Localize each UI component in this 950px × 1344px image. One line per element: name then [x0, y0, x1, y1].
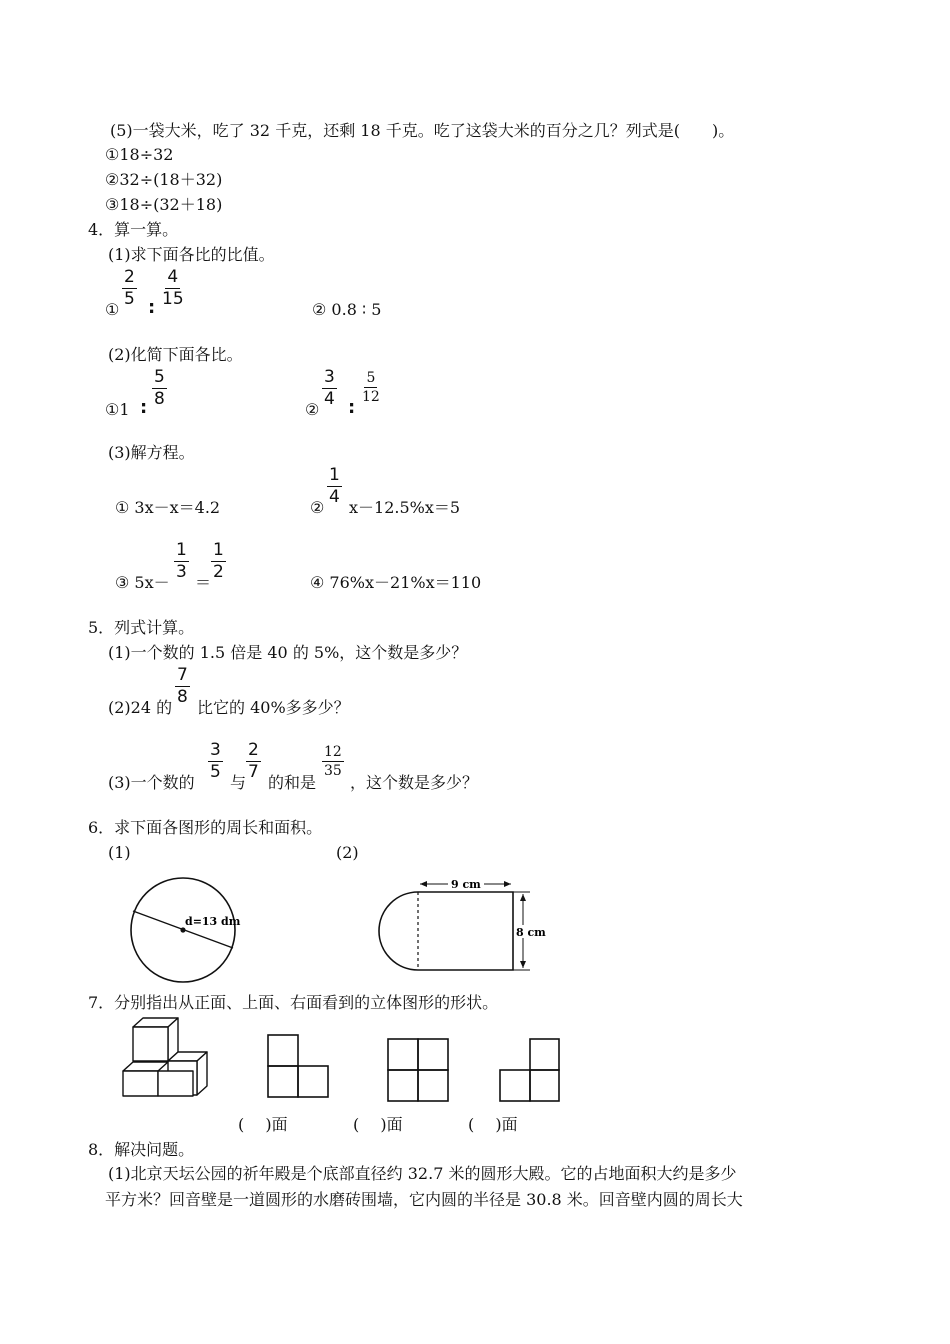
q4-1-item2: ② 0.8 ∶ 5: [312, 300, 382, 319]
q4-1-item1-fraction-a: [122, 268, 137, 309]
view-square: [298, 1066, 328, 1097]
q5-title: 5．列式计算。: [88, 618, 195, 637]
q4-1-item1-fraction-b: [160, 268, 186, 309]
view-shape-1: [266, 1033, 332, 1099]
denominator: 8: [177, 687, 188, 707]
q4-3-eq2-fraction: [327, 466, 342, 507]
q4-2-item1-prefix: ①1: [105, 400, 130, 419]
view-square: [500, 1070, 530, 1101]
q7-blank-2: ( )面: [353, 1115, 403, 1134]
arrow-down-icon: [520, 961, 526, 968]
q3-5-option-3: ③18÷(32＋18): [105, 195, 223, 214]
denominator: 4: [324, 389, 335, 409]
numerator: 12: [324, 744, 342, 760]
cube-stack-figure: [118, 1015, 213, 1100]
q3-5-option-1: ①18÷32: [105, 145, 174, 164]
q4-2-item2-fraction-a: [322, 368, 337, 409]
q8-title: 8．解决问题。: [88, 1140, 195, 1159]
numerator: 5: [154, 367, 165, 387]
view-square: [268, 1066, 298, 1097]
cube-front-face: [133, 1027, 168, 1061]
arrow-up-icon: [520, 894, 526, 901]
q6-label-2: (2): [336, 843, 359, 862]
q4-3-label: (3)解方程。: [108, 443, 195, 462]
shape-outline: [379, 892, 513, 970]
numerator: 3: [324, 367, 335, 387]
q5-3-fraction-a: [208, 741, 223, 782]
view-square: [388, 1039, 418, 1070]
cube-front-face: [123, 1071, 158, 1096]
cube-top-face: [123, 1062, 168, 1071]
q4-title: 4．算一算。: [88, 220, 179, 239]
q3-5-stem: (5)一袋大米，吃了 32 千克，还剩 18 千克。吃了这袋大米的百分之几？列式是( )。: [110, 121, 735, 140]
q5-1: (1)一个数的 1.5 倍是 40 的 5%，这个数是多少？: [108, 643, 468, 662]
ratio-colon: :: [348, 397, 356, 418]
denominator: 35: [324, 763, 342, 779]
view-shape-2: [386, 1037, 452, 1103]
arrow-right-icon: [504, 881, 511, 887]
q4-3-eq4: ④ 76%x－21%x＝110: [310, 573, 482, 592]
q3-5-option-2: ②32÷(18＋32): [105, 170, 223, 189]
view-square: [388, 1070, 418, 1101]
q7-blank-3: ( )面: [468, 1115, 518, 1134]
arrow-left-icon: [420, 881, 427, 887]
q4-3-eq2-prefix: ②: [310, 498, 325, 517]
q5-3-fraction-c: [322, 744, 344, 779]
q5-2-prefix: (2)24 的: [108, 698, 173, 717]
q4-3-eq3-equals: ＝: [195, 573, 212, 592]
diameter-label: d=13 dm: [185, 915, 241, 928]
q4-3-eq2-rest: x－12.5%x＝5: [349, 498, 461, 517]
q6-title: 6．求下面各图形的周长和面积。: [88, 818, 323, 837]
q5-3-prefix: (3)一个数的: [108, 773, 195, 792]
center-dot: [180, 927, 185, 932]
q5-3-rest: ，这个数是多少？: [350, 773, 479, 792]
numerator: 4: [167, 267, 179, 287]
q7-blank-1: ( )面: [238, 1115, 288, 1134]
view-square: [418, 1070, 448, 1101]
q8-1-line1: (1)北京天坛公园的祈年殿是个底部直径约 32.7 米的圆形大殿。它的占地面积大约是多少: [108, 1164, 737, 1183]
numerator: 5: [366, 370, 376, 386]
denominator: 12: [362, 389, 380, 405]
q8-1-line2: 平方米？回音壁是一道圆形的水磨砖围墙，它内圆的半径是 30.8 米。回音壁内圆的周长大: [105, 1190, 743, 1209]
view-square: [418, 1039, 448, 1070]
ratio-colon: :: [140, 397, 148, 418]
view-square: [268, 1035, 298, 1066]
numerator: 2: [248, 740, 259, 760]
semicircle-rectangle-figure: [368, 870, 558, 980]
numerator: 3: [210, 740, 221, 760]
q4-2-item2-prefix: ②: [305, 400, 320, 419]
q7-title: 7．分别指出从正面、上面、右面看到的立体图形的形状。: [88, 993, 499, 1012]
denominator: 8: [154, 389, 165, 409]
denominator: 2: [213, 562, 224, 582]
numerator: 7: [177, 665, 188, 685]
denominator: 5: [210, 762, 221, 782]
q4-3-eq3-fraction-a: [174, 541, 189, 582]
numerator: 1: [329, 465, 340, 485]
denominator: 4: [329, 487, 340, 507]
denominator: 7: [248, 762, 259, 782]
width-label: 9 cm: [451, 878, 481, 891]
circle-figure: [115, 875, 255, 995]
view-shape-3: [498, 1037, 564, 1103]
numerator: 1: [213, 540, 224, 560]
denominator: 5: [124, 289, 135, 309]
view-square: [530, 1070, 559, 1101]
q5-2-rest: 比它的 40%多多少？: [197, 698, 350, 717]
numerator: 1: [176, 540, 187, 560]
q5-2-fraction: [175, 666, 190, 707]
q4-3-eq1: ① 3x－x＝4.2: [115, 498, 221, 517]
denominator: 15: [162, 289, 184, 309]
q4-1-label: (1)求下面各比的比值。: [108, 245, 275, 264]
cube-front-face: [158, 1071, 193, 1096]
q4-2-item1-fraction: [152, 368, 167, 409]
q4-1-item1-prefix: ①: [105, 300, 120, 319]
q5-3-and: 与: [230, 773, 247, 792]
denominator: 3: [176, 562, 187, 582]
q4-3-eq3-fraction-b: [211, 541, 226, 582]
q5-3-fraction-b: [246, 741, 261, 782]
q4-3-eq3-prefix: ③ 5x－: [115, 573, 170, 592]
view-square: [530, 1039, 559, 1070]
height-label: 8 cm: [516, 926, 546, 939]
q6-label-1: (1): [108, 843, 131, 862]
ratio-colon: :: [148, 297, 156, 318]
q5-3-sum-is: 的和是: [268, 773, 317, 792]
q4-2-label: (2)化简下面各比。: [108, 345, 243, 364]
q4-2-item2-fraction-b: [360, 370, 382, 405]
numerator: 2: [124, 267, 135, 287]
